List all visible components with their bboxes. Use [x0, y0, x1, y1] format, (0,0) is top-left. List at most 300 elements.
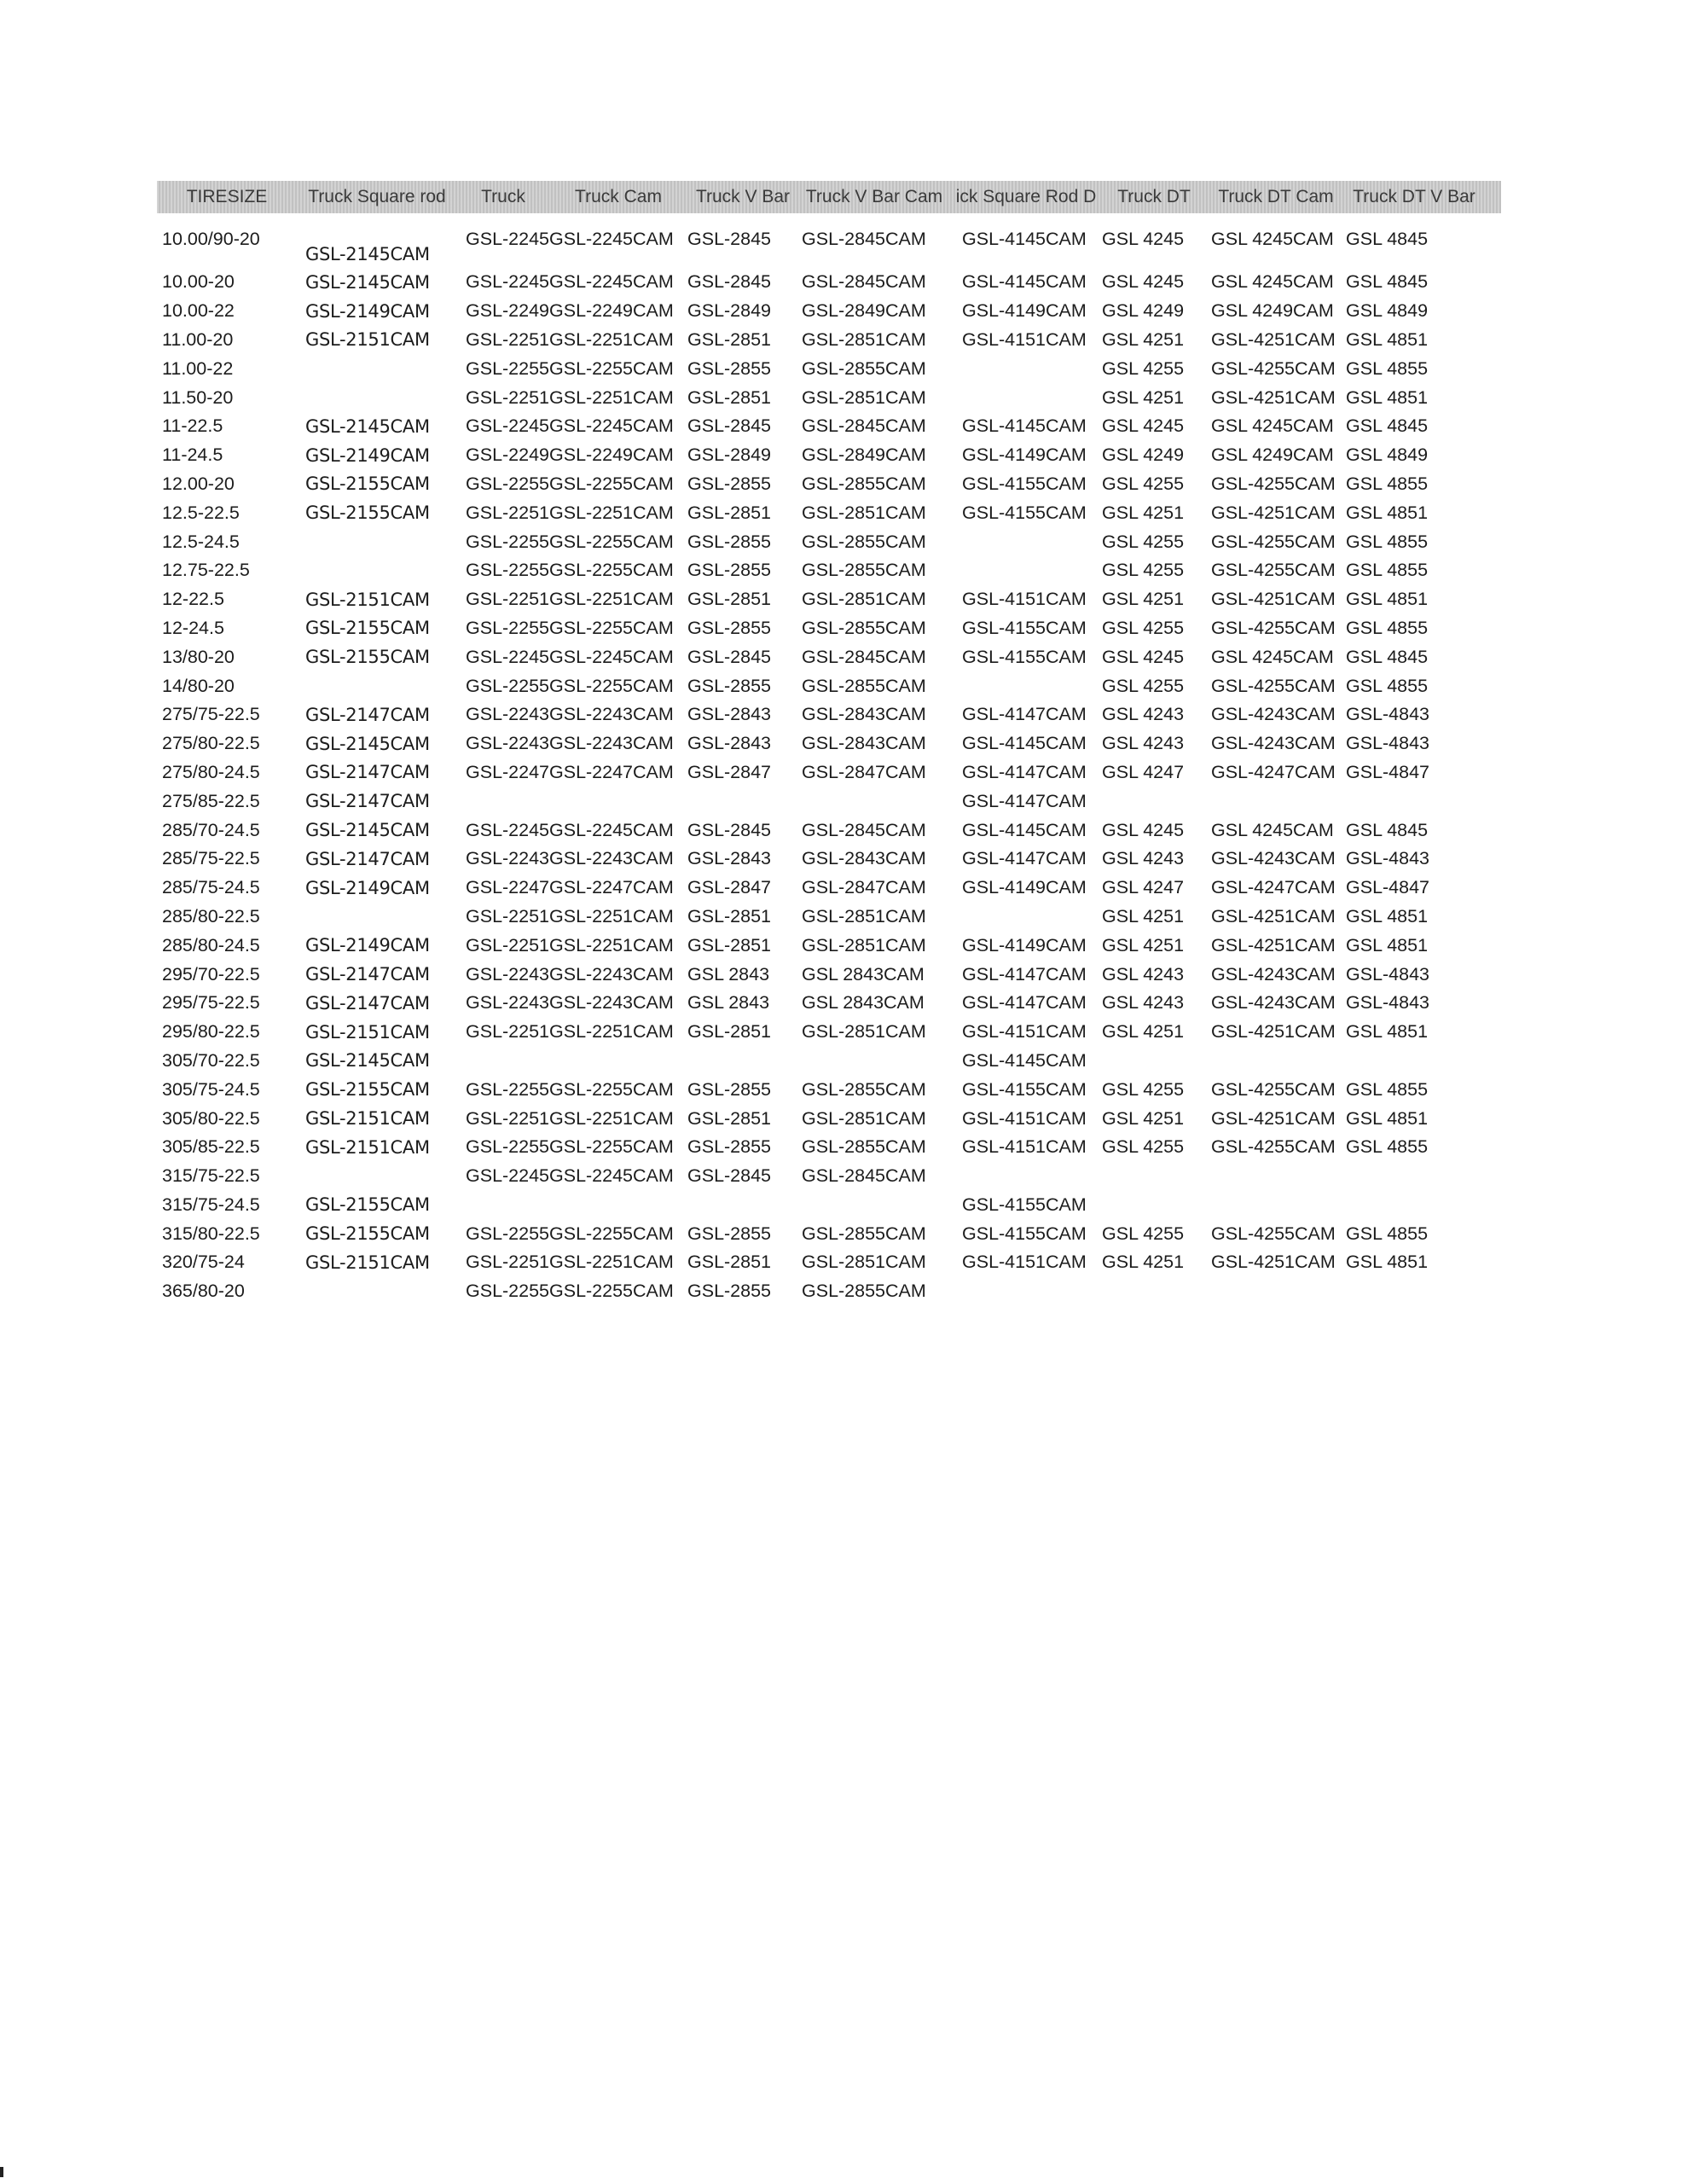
- table-row: [157, 412, 1501, 441]
- part-number-cell: GSL-2155CAM: [305, 647, 430, 668]
- table-row: [157, 642, 1501, 671]
- part-number-cell: GSL-2845: [687, 271, 772, 293]
- part-number-cell: GSL-2251: [466, 328, 549, 350]
- part-number-cell: GSL 4845: [1346, 819, 1429, 840]
- part-number-cell: GSL-2255CAM: [549, 675, 674, 696]
- part-number-cell: GSL-4149CAM: [962, 877, 1087, 898]
- part-number-cell: GSL-4255CAM: [1211, 675, 1336, 696]
- table-row: [157, 383, 1501, 412]
- part-number-cell: GSL 4245: [1102, 229, 1185, 249]
- part-number-cell: GSL-2245: [466, 415, 549, 437]
- part-number-cell: GSL-2845CAM: [802, 1165, 926, 1187]
- part-number-cell: GSL-4145CAM: [962, 733, 1087, 754]
- table-row: [157, 1047, 1501, 1076]
- part-number-cell: GSL 4851: [1346, 386, 1429, 408]
- part-number-cell: GSL-2843: [687, 704, 772, 725]
- part-number-cell: GSL-2149CAM: [305, 935, 430, 956]
- part-number-cell: GSL-4145CAM: [962, 229, 1087, 249]
- tire-size-cell: 315/75-22.5: [162, 1165, 260, 1187]
- part-number-cell: GSL-2851CAM: [802, 1252, 926, 1273]
- part-number-cell: GSL 4245: [1102, 819, 1185, 840]
- part-number-cell: GSL 4845: [1346, 646, 1429, 667]
- part-number-cell: GSL-2155CAM: [305, 618, 430, 639]
- table-row: [157, 874, 1501, 903]
- table-row: [157, 225, 1501, 268]
- part-number-cell: GSL-2247CAM: [549, 877, 674, 898]
- part-number-cell: GSL-4151CAM: [962, 1021, 1087, 1043]
- part-number-cell: GSL-2855CAM: [802, 560, 926, 581]
- part-number-cell: GSL-4147CAM: [962, 790, 1087, 811]
- part-number-cell: GSL-2255: [466, 1281, 549, 1302]
- part-number-cell: GSL-2155CAM: [305, 502, 430, 524]
- part-number-cell: GSL 4851: [1346, 905, 1429, 926]
- part-number-cell: GSL 4245: [1102, 415, 1185, 437]
- part-number-cell: GSL-2151CAM: [305, 1108, 430, 1129]
- part-number-cell: GSL-2855CAM: [802, 1223, 926, 1244]
- part-number-cell: GSL-4255CAM: [1211, 473, 1336, 494]
- part-number-cell: GSL-2249: [466, 300, 549, 322]
- header-truck-dt-cam: Truck DT Cam: [1218, 187, 1334, 206]
- tire-size-table: [157, 181, 1501, 1306]
- part-number-cell: GSL-4147CAM: [962, 963, 1087, 985]
- part-number-cell: GSL-2251CAM: [549, 1107, 674, 1129]
- part-number-cell: GSL-2851CAM: [802, 386, 926, 408]
- part-number-cell: GSL-2851CAM: [802, 1107, 926, 1129]
- part-number-cell: GSL-2847: [687, 761, 772, 782]
- part-number-cell: GSL-4147CAM: [962, 704, 1087, 725]
- part-number-cell: GSL 4251: [1102, 589, 1185, 610]
- table-row: [157, 1191, 1501, 1220]
- tire-size-cell: 285/80-22.5: [162, 905, 260, 926]
- part-number-cell: GSL 4255: [1102, 357, 1185, 379]
- part-number-cell: GSL 4251: [1102, 502, 1185, 523]
- part-number-cell: GSL-2855CAM: [802, 473, 926, 494]
- part-number-cell: GSL 4851: [1346, 934, 1429, 956]
- part-number-cell: GSL 4845: [1346, 229, 1429, 249]
- part-number-cell: GSL 4245: [1102, 271, 1185, 293]
- part-number-cell: GSL-2843: [687, 733, 772, 754]
- part-number-cell: GSL 2843CAM: [802, 963, 925, 985]
- part-number-cell: GSL-4251CAM: [1211, 905, 1336, 926]
- part-number-cell: GSL 4255: [1102, 617, 1185, 638]
- tire-size-cell: 12.00-20: [162, 473, 235, 494]
- table-row: [157, 671, 1501, 700]
- part-number-cell: GSL-2855: [687, 675, 772, 696]
- part-number-cell: GSL-4843: [1346, 848, 1430, 869]
- part-number-cell: GSL-2155CAM: [305, 473, 430, 495]
- part-number-cell: GSL-2245: [466, 229, 549, 249]
- part-number-cell: GSL-4251CAM: [1211, 1107, 1336, 1129]
- part-number-cell: GSL-2147CAM: [305, 762, 430, 783]
- part-number-cell: GSL 4845: [1346, 271, 1429, 293]
- part-number-cell: GSL-2855CAM: [802, 1136, 926, 1158]
- part-number-cell: GSL 4849: [1346, 444, 1429, 466]
- part-number-cell: GSL-2251CAM: [549, 589, 674, 610]
- part-number-cell: GSL-4155CAM: [962, 502, 1087, 523]
- part-number-cell: GSL-2243: [466, 704, 549, 725]
- part-number-cell: GSL-2855CAM: [802, 357, 926, 379]
- part-number-cell: GSL 4855: [1346, 1223, 1429, 1244]
- part-number-cell: GSL 4851: [1346, 1107, 1429, 1129]
- part-number-cell: GSL-2149CAM: [305, 444, 430, 466]
- part-number-cell: GSL-2145CAM: [305, 1050, 430, 1072]
- part-number-cell: GSL-4251CAM: [1211, 1021, 1336, 1043]
- part-number-cell: GSL-2851CAM: [802, 1021, 926, 1043]
- part-number-cell: GSL 4255: [1102, 675, 1185, 696]
- tire-size-cell: 320/75-24: [162, 1252, 245, 1273]
- table-row: [157, 1162, 1501, 1191]
- part-number-cell: GSL 4255: [1102, 1223, 1185, 1244]
- part-number-cell: GSL-2155CAM: [305, 1079, 430, 1101]
- table-row: [157, 1075, 1501, 1104]
- part-number-cell: GSL-2251: [466, 934, 549, 956]
- part-number-cell: GSL-2251: [466, 1107, 549, 1129]
- tire-size-cell: 285/70-24.5: [162, 819, 260, 840]
- table-row: [157, 1219, 1501, 1248]
- part-number-cell: GSL-2255: [466, 1223, 549, 1244]
- part-number-cell: GSL-4151CAM: [962, 1107, 1087, 1129]
- part-number-cell: GSL-2145CAM: [305, 733, 430, 754]
- part-number-cell: GSL-4255CAM: [1211, 357, 1336, 379]
- part-number-cell: GSL-2251CAM: [549, 502, 674, 523]
- header-truck-v-bar-cam: Truck V Bar Cam: [805, 187, 943, 206]
- header-tiresize: TIRESIZE: [186, 187, 268, 206]
- part-number-cell: GSL-2245: [466, 1165, 549, 1187]
- part-number-cell: GSL-4843: [1346, 992, 1430, 1014]
- tire-size-cell: 10.00/90-20: [162, 229, 260, 249]
- tire-size-cell: 275/85-22.5: [162, 790, 260, 811]
- part-number-cell: GSL-2847: [687, 877, 772, 898]
- part-number-cell: GSL 4855: [1346, 560, 1429, 581]
- part-number-cell: GSL-2255: [466, 473, 549, 494]
- part-number-cell: GSL-2855: [687, 1281, 772, 1302]
- tire-size-cell: 12.75-22.5: [162, 560, 250, 581]
- part-number-cell: GSL-2255: [466, 1136, 549, 1158]
- part-number-cell: GSL-2243: [466, 848, 549, 869]
- part-number-cell: GSL-2243: [466, 992, 549, 1014]
- part-number-cell: GSL-2151CAM: [305, 1136, 430, 1158]
- part-number-cell: GSL 4255: [1102, 1136, 1185, 1158]
- part-number-cell: GSL-2851CAM: [802, 934, 926, 956]
- table-row: [157, 1133, 1501, 1162]
- part-number-cell: GSL 4249: [1102, 444, 1185, 466]
- table-row: [157, 527, 1501, 556]
- part-number-cell: GSL-2845CAM: [802, 229, 926, 249]
- part-number-cell: GSL-4251CAM: [1211, 589, 1336, 610]
- part-number-cell: GSL-2843CAM: [802, 848, 926, 869]
- part-number-cell: GSL-2851CAM: [802, 502, 926, 523]
- part-number-cell: GSL 4851: [1346, 589, 1429, 610]
- part-number-cell: GSL-2255CAM: [549, 1078, 674, 1100]
- part-number-cell: GSL-2249CAM: [549, 300, 674, 322]
- part-number-cell: GSL 4245CAM: [1211, 271, 1334, 293]
- table-row: [157, 903, 1501, 932]
- part-number-cell: GSL 4255: [1102, 1078, 1185, 1100]
- part-number-cell: GSL 4249CAM: [1211, 300, 1334, 322]
- part-number-cell: GSL-2155CAM: [305, 1194, 430, 1216]
- part-number-cell: GSL-2243CAM: [549, 733, 674, 754]
- part-number-cell: GSL 4851: [1346, 502, 1429, 523]
- part-number-cell: GSL-4147CAM: [962, 992, 1087, 1014]
- part-number-cell: GSL-2849CAM: [802, 300, 926, 322]
- part-number-cell: GSL 4245CAM: [1211, 819, 1334, 840]
- part-number-cell: GSL-2151CAM: [305, 1252, 430, 1273]
- part-number-cell: GSL-2255CAM: [549, 473, 674, 494]
- part-number-cell: GSL-2847CAM: [802, 761, 926, 782]
- part-number-cell: GSL-2147CAM: [305, 704, 430, 725]
- part-number-cell: GSL-2845: [687, 229, 772, 249]
- part-number-cell: GSL 4255: [1102, 560, 1185, 581]
- table-row: [157, 441, 1501, 470]
- table-row: [157, 1277, 1501, 1306]
- part-number-cell: GSL-4145CAM: [962, 819, 1087, 840]
- part-number-cell: GSL 4255: [1102, 531, 1185, 552]
- tire-size-cell: 285/75-22.5: [162, 848, 260, 869]
- part-number-cell: GSL-4843: [1346, 963, 1430, 985]
- table-row: [157, 585, 1501, 614]
- part-number-cell: GSL 4855: [1346, 617, 1429, 638]
- part-number-cell: GSL-4145CAM: [962, 415, 1087, 437]
- header-truck: Truck: [481, 187, 525, 206]
- part-number-cell: GSL-2851CAM: [802, 328, 926, 350]
- part-number-cell: GSL-2855CAM: [802, 1078, 926, 1100]
- part-number-cell: GSL-2845: [687, 1165, 772, 1187]
- part-number-cell: GSL-2243CAM: [549, 848, 674, 869]
- part-number-cell: GSL-2855: [687, 1136, 772, 1158]
- part-number-cell: GSL 4855: [1346, 357, 1429, 379]
- part-number-cell: GSL-4147CAM: [962, 848, 1087, 869]
- tire-size-cell: 305/75-24.5: [162, 1078, 260, 1100]
- part-number-cell: GSL-2155CAM: [305, 1223, 430, 1245]
- part-number-cell: GSL 4251: [1102, 1021, 1185, 1043]
- part-number-cell: GSL-4243CAM: [1211, 963, 1336, 985]
- table-row: [157, 989, 1501, 1018]
- part-number-cell: GSL 4251: [1102, 1252, 1185, 1273]
- tire-size-cell: 12.5-22.5: [162, 502, 240, 523]
- part-number-cell: GSL-2843CAM: [802, 733, 926, 754]
- part-number-cell: GSL-2251: [466, 589, 549, 610]
- part-number-cell: GSL-4255CAM: [1211, 1223, 1336, 1244]
- part-number-cell: GSL-4155CAM: [962, 473, 1087, 494]
- tire-size-cell: 11-22.5: [162, 415, 223, 437]
- part-number-cell: GSL-2845CAM: [802, 271, 926, 293]
- part-number-cell: GSL-2255CAM: [549, 617, 674, 638]
- part-number-cell: GSL-4155CAM: [962, 1223, 1087, 1244]
- table-row: [157, 470, 1501, 499]
- table-row: [157, 729, 1501, 758]
- part-number-cell: GSL-4255CAM: [1211, 560, 1336, 581]
- part-number-cell: GSL 4247: [1102, 761, 1185, 782]
- part-number-cell: GSL-2843CAM: [802, 704, 926, 725]
- tire-size-cell: 12-22.5: [162, 589, 224, 610]
- part-number-cell: GSL-2151CAM: [305, 1021, 430, 1043]
- part-number-cell: GSL-2855: [687, 531, 772, 552]
- part-number-cell: GSL 4845: [1346, 415, 1429, 437]
- part-number-cell: GSL-4151CAM: [962, 589, 1087, 610]
- part-number-cell: GSL-2855CAM: [802, 617, 926, 638]
- part-number-cell: GSL-2845CAM: [802, 415, 926, 437]
- part-number-cell: GSL-4255CAM: [1211, 531, 1336, 552]
- part-number-cell: GSL-4145CAM: [962, 271, 1087, 293]
- tire-size-cell: 305/70-22.5: [162, 1049, 260, 1071]
- part-number-cell: GSL-2243: [466, 733, 549, 754]
- part-number-cell: GSL-4847: [1346, 761, 1430, 782]
- part-number-cell: GSL-2247: [466, 761, 549, 782]
- part-number-cell: GSL-2845CAM: [802, 819, 926, 840]
- part-number-cell: GSL-2249: [466, 444, 549, 466]
- part-number-cell: GSL 4251: [1102, 1107, 1185, 1129]
- part-number-cell: GSL-2845CAM: [802, 646, 926, 667]
- part-number-cell: GSL-2251: [466, 1252, 549, 1273]
- part-number-cell: GSL-2851: [687, 502, 772, 523]
- part-number-cell: GSL-2849: [687, 300, 772, 322]
- part-number-cell: GSL-2245: [466, 646, 549, 667]
- part-number-cell: GSL-4155CAM: [962, 1194, 1087, 1215]
- tire-size-cell: 315/80-22.5: [162, 1223, 260, 1244]
- part-number-cell: GSL-4251CAM: [1211, 328, 1336, 350]
- part-number-cell: GSL-2245CAM: [549, 415, 674, 437]
- part-number-cell: GSL-4251CAM: [1211, 1252, 1336, 1273]
- part-number-cell: GSL 4245CAM: [1211, 646, 1334, 667]
- part-number-cell: GSL-4155CAM: [962, 1078, 1087, 1100]
- tire-size-cell: 12.5-24.5: [162, 531, 240, 552]
- part-number-cell: GSL-4151CAM: [962, 1252, 1087, 1273]
- part-number-cell: GSL-2243CAM: [549, 704, 674, 725]
- part-number-cell: GSL-2245CAM: [549, 271, 674, 293]
- part-number-cell: GSL-2251: [466, 1021, 549, 1043]
- part-number-cell: GSL-2149CAM: [305, 877, 430, 898]
- part-number-cell: GSL 4251: [1102, 934, 1185, 956]
- part-number-cell: GSL-4251CAM: [1211, 934, 1336, 956]
- part-number-cell: GSL-2245CAM: [549, 646, 674, 667]
- part-number-cell: GSL-2255CAM: [549, 560, 674, 581]
- part-number-cell: GSL-4155CAM: [962, 646, 1087, 667]
- part-number-cell: GSL-4145CAM: [962, 1049, 1087, 1071]
- tire-size-cell: 365/80-20: [162, 1281, 245, 1302]
- part-number-cell: GSL 4245CAM: [1211, 229, 1334, 249]
- part-number-cell: GSL 4855: [1346, 1078, 1429, 1100]
- part-number-cell: GSL 4243: [1102, 848, 1185, 869]
- header-truck-v-bar: Truck V Bar: [695, 187, 791, 206]
- tire-size-cell: 11-24.5: [162, 444, 223, 466]
- part-number-cell: GSL 4251: [1102, 386, 1185, 408]
- part-number-cell: GSL-2851: [687, 905, 772, 926]
- part-number-cell: GSL-2243CAM: [549, 963, 674, 985]
- tire-size-cell: 11.50-20: [162, 386, 234, 408]
- part-number-cell: GSL-2255: [466, 1078, 549, 1100]
- part-number-cell: GSL-4243CAM: [1211, 848, 1336, 869]
- part-number-cell: GSL-4151CAM: [962, 1136, 1087, 1158]
- tire-size-cell: 13/80-20: [162, 646, 235, 667]
- part-number-cell: GSL-4155CAM: [962, 617, 1087, 638]
- table-row: [157, 614, 1501, 643]
- part-number-cell: GSL-2255CAM: [549, 1223, 674, 1244]
- part-number-cell: GSL 4255: [1102, 473, 1185, 494]
- table-row: [157, 1248, 1501, 1277]
- part-number-cell: GSL-2255: [466, 357, 549, 379]
- tire-size-cell: 285/80-24.5: [162, 934, 260, 956]
- scan-edge-mark: [0, 2167, 3, 2177]
- part-number-cell: GSL-2149CAM: [305, 300, 430, 322]
- tire-size-cell: 295/70-22.5: [162, 963, 260, 985]
- part-number-cell: GSL-2851: [687, 1107, 772, 1129]
- tire-size-cell: 305/80-22.5: [162, 1107, 260, 1129]
- part-number-cell: GSL-2145CAM: [305, 820, 430, 841]
- table-row: [157, 845, 1501, 874]
- part-number-cell: GSL-2855: [687, 357, 772, 379]
- part-number-cell: GSL-2247CAM: [549, 761, 674, 782]
- part-number-cell: GSL-2255CAM: [549, 1281, 674, 1302]
- table-row: [157, 960, 1501, 989]
- tire-size-cell: 275/80-24.5: [162, 761, 260, 782]
- part-number-cell: GSL-2145CAM: [305, 271, 430, 293]
- part-number-cell: GSL-2851: [687, 1252, 772, 1273]
- part-number-cell: GSL-4251CAM: [1211, 386, 1336, 408]
- part-number-cell: GSL-4151CAM: [962, 328, 1087, 350]
- part-number-cell: GSL 4245CAM: [1211, 415, 1334, 437]
- part-number-cell: GSL 4245: [1102, 646, 1185, 667]
- part-number-cell: GSL 2843: [687, 963, 770, 985]
- part-number-cell: GSL-2151CAM: [305, 589, 430, 610]
- part-number-cell: GSL-4255CAM: [1211, 617, 1336, 638]
- part-number-cell: GSL-2251: [466, 502, 549, 523]
- part-number-cell: GSL-2243CAM: [549, 992, 674, 1014]
- part-number-cell: GSL 4851: [1346, 1021, 1429, 1043]
- part-number-cell: GSL-2849CAM: [802, 444, 926, 466]
- part-number-cell: GSL 4855: [1346, 675, 1429, 696]
- part-number-cell: GSL 4247: [1102, 877, 1185, 898]
- part-number-cell: GSL-2147CAM: [305, 848, 430, 869]
- part-number-cell: GSL-2151CAM: [305, 329, 430, 351]
- part-number-cell: GSL-4847: [1346, 877, 1430, 898]
- table-body: [157, 225, 1501, 1306]
- part-number-cell: GSL-2851: [687, 328, 772, 350]
- part-number-cell: GSL-4149CAM: [962, 300, 1087, 322]
- part-number-cell: GSL-2147CAM: [305, 964, 430, 985]
- header-truck-cam: Truck Cam: [575, 187, 662, 206]
- part-number-cell: GSL-2845: [687, 646, 772, 667]
- part-number-cell: GSL-2251: [466, 386, 549, 408]
- part-number-cell: GSL-2855CAM: [802, 531, 926, 552]
- part-number-cell: GSL-4243CAM: [1211, 992, 1336, 1014]
- tire-size-cell: 315/75-24.5: [162, 1194, 260, 1215]
- part-number-cell: GSL 4251: [1102, 328, 1185, 350]
- part-number-cell: GSL-4243CAM: [1211, 733, 1336, 754]
- part-number-cell: GSL 4249: [1102, 300, 1185, 322]
- header-truck-square-rod-dt: ick Square Rod D: [955, 187, 1097, 206]
- part-number-cell: GSL 4243: [1102, 733, 1185, 754]
- part-number-cell: GSL-2251CAM: [549, 1252, 674, 1273]
- part-number-cell: GSL-4247CAM: [1211, 761, 1336, 782]
- part-number-cell: GSL-2847CAM: [802, 877, 926, 898]
- part-number-cell: GSL-2855: [687, 617, 772, 638]
- part-number-cell: GSL-2255CAM: [549, 531, 674, 552]
- header-truck-square-rod: Truck Square rod: [308, 187, 446, 206]
- tire-size-cell: 275/80-22.5: [162, 733, 260, 754]
- tire-size-cell: 275/75-22.5: [162, 704, 260, 725]
- part-number-cell: GSL-2845: [687, 819, 772, 840]
- part-number-cell: GSL 4851: [1346, 328, 1429, 350]
- table-row: [157, 1104, 1501, 1133]
- part-number-cell: GSL-2145CAM: [305, 244, 430, 264]
- part-number-cell: GSL-2245CAM: [549, 1165, 674, 1187]
- tire-size-cell: 11.00-20: [162, 328, 234, 350]
- part-number-cell: GSL-2243: [466, 963, 549, 985]
- tire-size-cell: 295/80-22.5: [162, 1021, 260, 1043]
- part-number-cell: GSL 4849: [1346, 300, 1429, 322]
- part-number-cell: GSL-2245: [466, 819, 549, 840]
- part-number-cell: GSL-2251CAM: [549, 905, 674, 926]
